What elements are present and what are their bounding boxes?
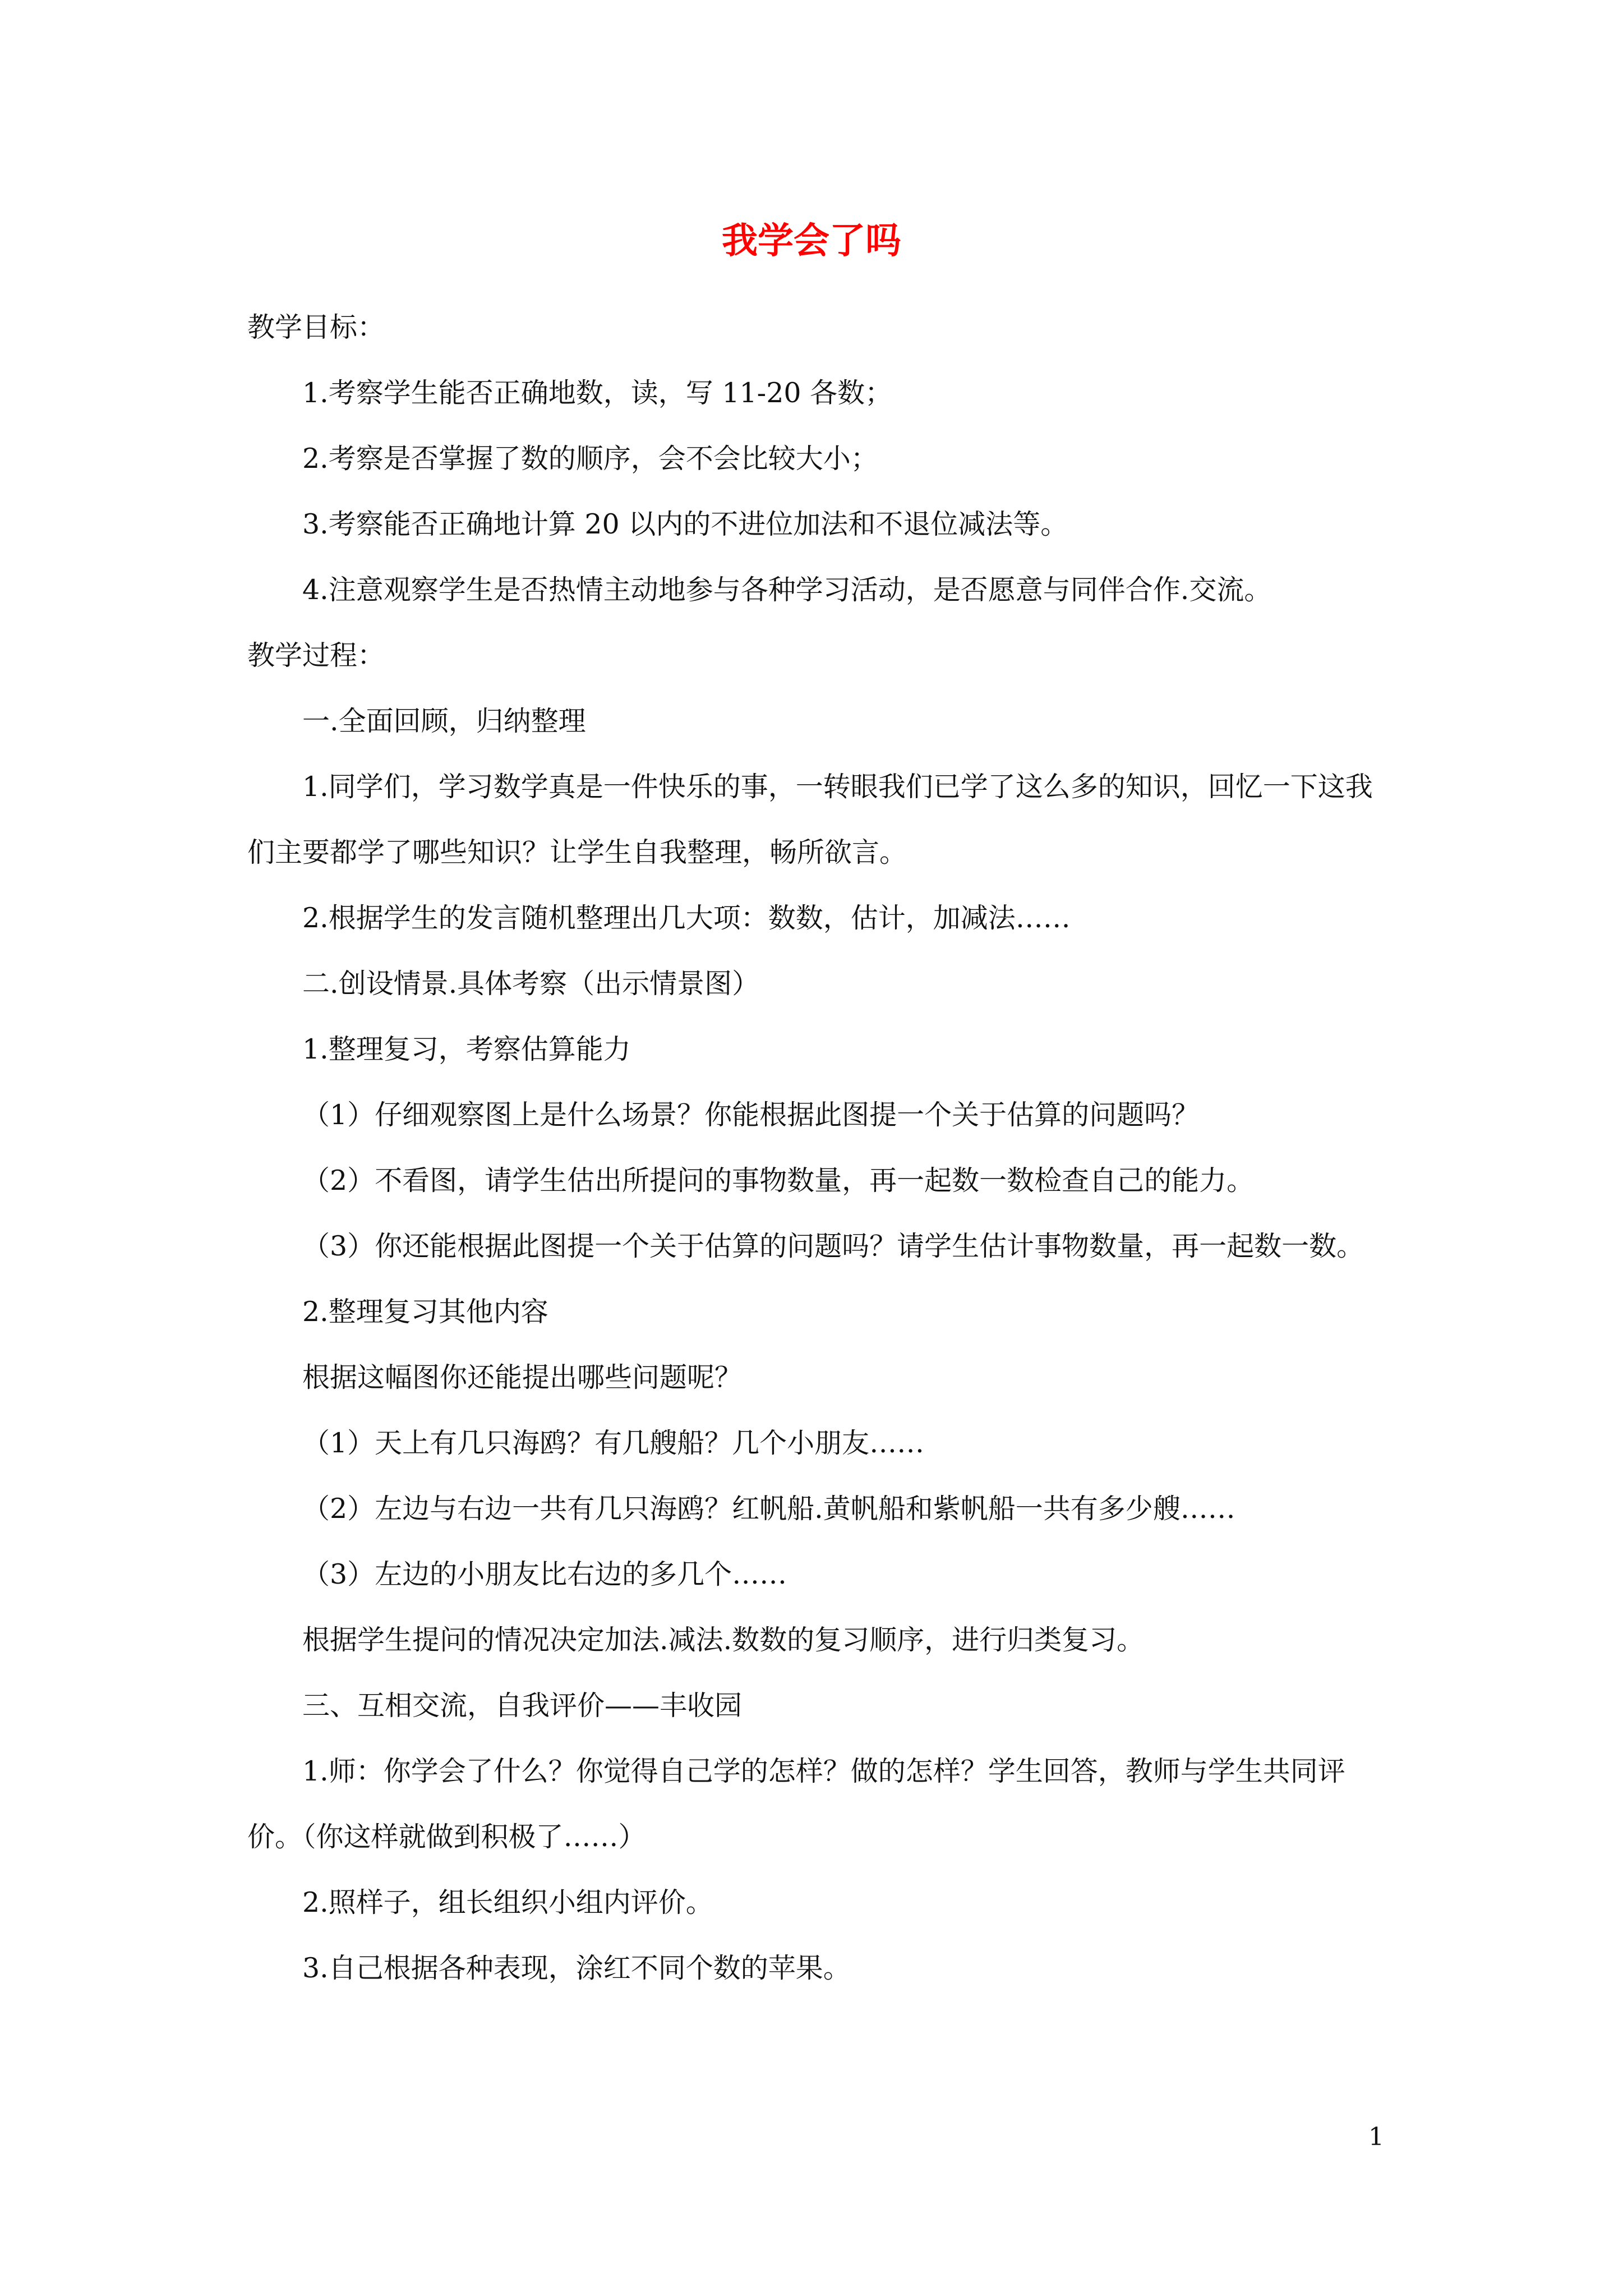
paragraph-evaluation-3: 3.自己根据各种表现，涂红不同个数的苹果。: [302, 1952, 851, 1984]
subheading-other-review: 2.整理复习其他内容: [302, 1296, 548, 1328]
section-heading-2: 二.创设情景.具体考察（出示情景图）: [302, 968, 760, 1000]
section-heading-1: 一.全面回顾，归纳整理: [302, 705, 586, 737]
goals-heading: 教学目标：: [247, 311, 385, 343]
paragraph-review-2: 2.根据学生的发言随机整理出几大项：数数，估计，加减法……: [302, 902, 1071, 934]
section-heading-3: 三、互相交流，自我评价——丰收园: [302, 1690, 743, 1722]
paragraph-evaluation-1: 1.师：你学会了什么？你觉得自己学的怎样？做的怎样？学生回答，教师与学生共同评价。（你这样就做到积极了……）: [247, 1755, 1345, 1853]
list-item: （1）仔细观察图上是什么场景？你能根据此图提一个关于估算的问题吗？: [302, 1099, 1200, 1131]
goal-item: 2.考察是否掌握了数的顺序，会不会比较大小；: [302, 443, 878, 475]
goal-item: 1.考察学生能否正确地数，读，写 11-20 各数；: [302, 377, 893, 409]
document-body: [247, 295, 1391, 2001]
paragraph-prompt: 根据这幅图你还能提出哪些问题呢？: [302, 1361, 743, 1393]
list-item: （3）左边的小朋友比右边的多几个……: [302, 1558, 787, 1590]
list-item: （2）左边与右边一共有几只海鸥？红帆船.黄帆船和紫帆船一共有多少艘……: [302, 1493, 1235, 1525]
goal-item: 4.注意观察学生是否热情主动地参与各种学习活动，是否愿意与同伴合作.交流。: [302, 574, 1272, 606]
list-item: （3）你还能根据此图提一个关于估算的问题吗？请学生估计事物数量，再一起数一数。: [302, 1230, 1364, 1262]
page-number: 1: [1368, 2123, 1384, 2151]
paragraph-summary: 根据学生提问的情况决定加法.减法.数数的复习顺序，进行归类复习。: [302, 1624, 1145, 1656]
list-item: （2）不看图，请学生估出所提问的事物数量，再一起数一数检查自己的能力。: [302, 1165, 1255, 1197]
paragraph-review-1: 1.同学们，学习数学真是一件快乐的事，一转眼我们已学了这么多的知识，回忆一下这我们主要都学了哪些知识？让学生自我整理，畅所欲言。: [247, 771, 1373, 868]
subheading-estimation: 1.整理复习，考察估算能力: [302, 1033, 631, 1065]
document-title: 我学会了吗: [722, 220, 901, 262]
goal-item: 3.考察能否正确地计算 20 以内的不进位加法和不退位减法等。: [302, 508, 1068, 540]
list-item: （1）天上有几只海鸥？有几艘船？几个小朋友……: [302, 1427, 925, 1459]
process-heading: 教学过程：: [247, 639, 385, 671]
paragraph-evaluation-2: 2.照样子，组长组织小组内评价。: [302, 1887, 713, 1918]
